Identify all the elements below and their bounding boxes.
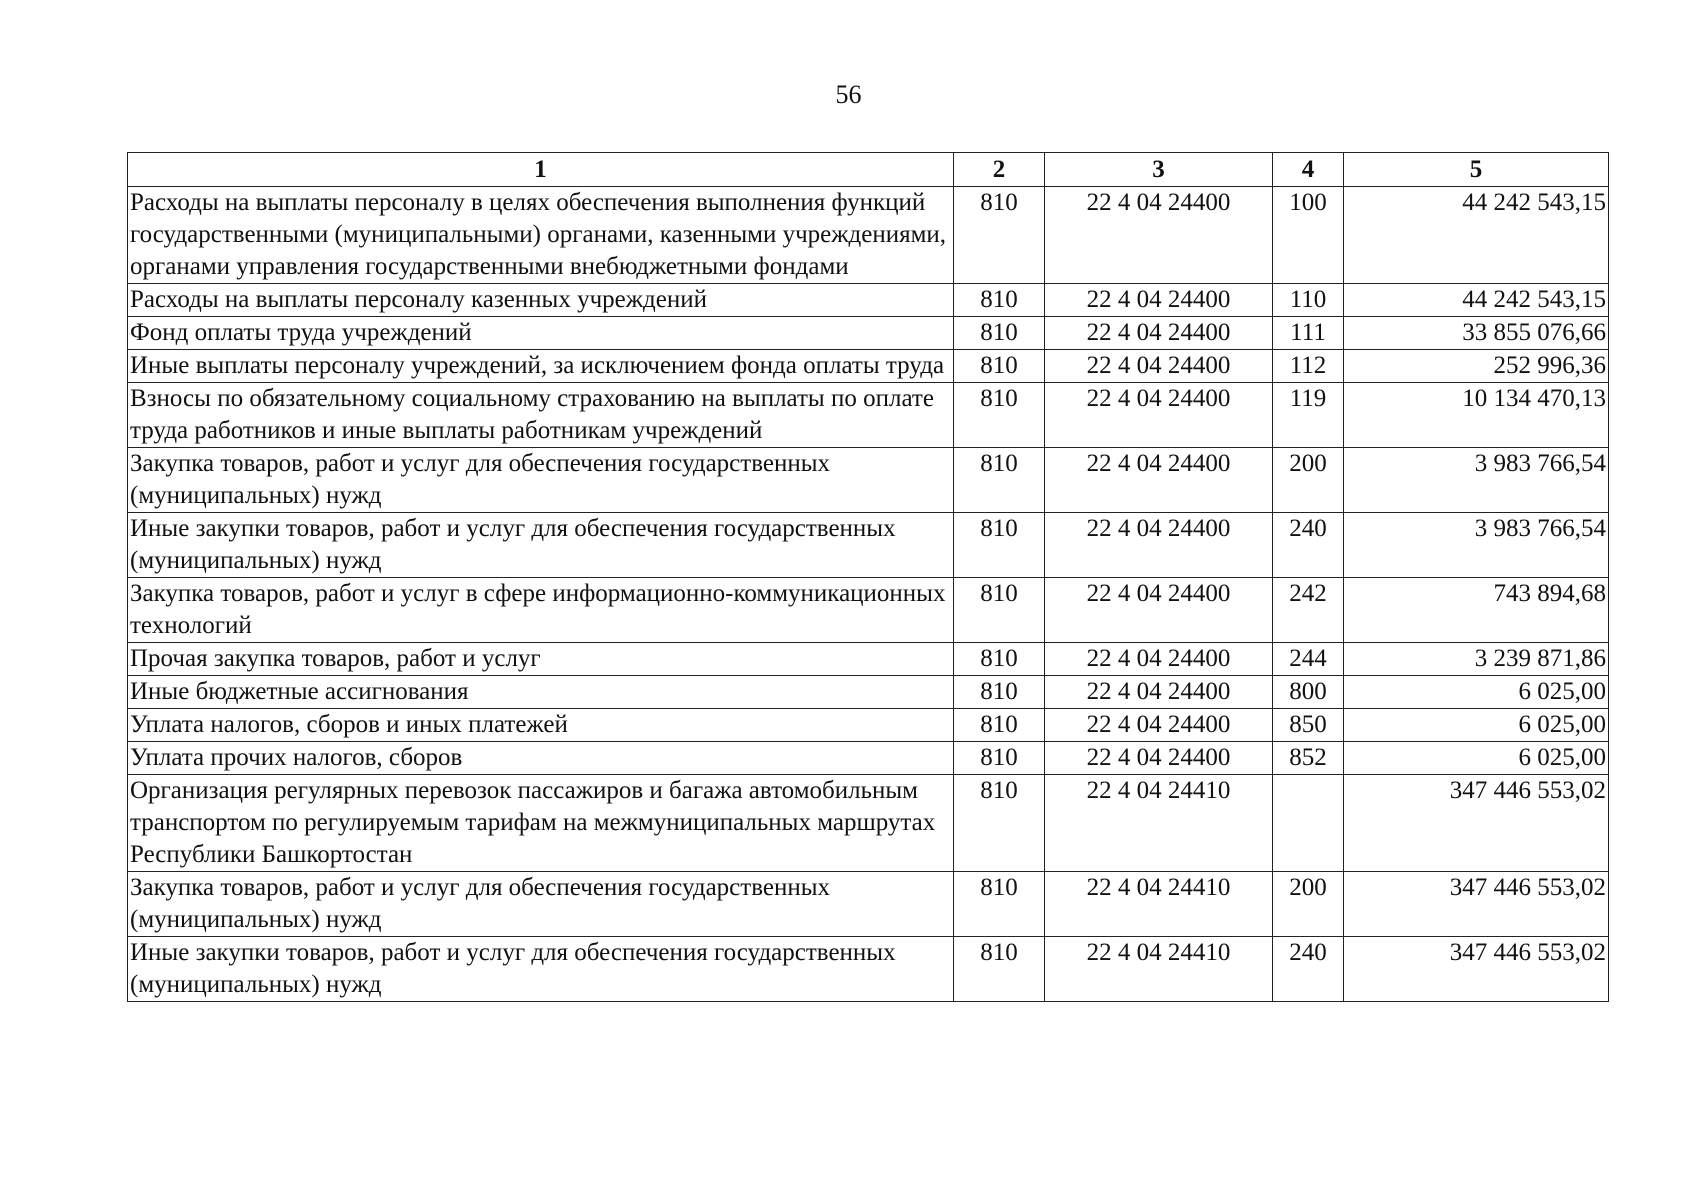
- table-row: [128, 872, 1609, 937]
- amount-cell: 6 025,00: [1344, 709, 1609, 742]
- department-code-cell: 810: [954, 775, 1045, 872]
- expense-name-cell: Иные закупки товаров, работ и услуг для обеспечения государственных (муниципальных) нужд: [128, 513, 954, 578]
- department-code-cell: 810: [954, 284, 1045, 317]
- header-cell: 2: [954, 153, 1045, 187]
- table-row: [128, 284, 1609, 317]
- amount-cell: 3 983 766,54: [1344, 513, 1609, 578]
- table-row: [128, 937, 1609, 1002]
- expense-name-cell: Уплата прочих налогов, сборов: [128, 742, 954, 775]
- target-article-cell: 22 4 04 24410: [1045, 937, 1273, 1002]
- table-row: [128, 775, 1609, 872]
- header-cell: 1: [128, 153, 954, 187]
- table-row: [128, 578, 1609, 643]
- expense-name-cell: Иные выплаты персоналу учреждений, за исключением фонда оплаты труда: [128, 350, 954, 383]
- header-cell: 5: [1344, 153, 1609, 187]
- amount-cell: 44 242 543,15: [1344, 187, 1609, 284]
- expense-name-cell: Прочая закупка товаров, работ и услуг: [128, 643, 954, 676]
- table-row: [128, 709, 1609, 742]
- page-number: 56: [835, 80, 862, 109]
- target-article-cell: 22 4 04 24410: [1045, 872, 1273, 937]
- expense-name-cell: Расходы на выплаты персоналу в целях обеспечения выполнения функций государственными (муниципальными) органами, казенными учреждениями, органами управления государственными внебюджетными фондами: [128, 187, 954, 284]
- expense-name-cell: Иные бюджетные ассигнования: [128, 676, 954, 709]
- target-article-cell: 22 4 04 24400: [1045, 383, 1273, 448]
- expense-name-cell: Расходы на выплаты персоналу казенных учреждений: [128, 284, 954, 317]
- expense-name-cell: Закупка товаров, работ и услуг для обеспечения государственных (муниципальных) нужд: [128, 872, 954, 937]
- target-article-cell: 22 4 04 24400: [1045, 187, 1273, 284]
- expense-type-cell: 100: [1273, 187, 1344, 284]
- target-article-cell: 22 4 04 24400: [1045, 350, 1273, 383]
- target-article-cell: 22 4 04 24400: [1045, 709, 1273, 742]
- target-article-cell: 22 4 04 24400: [1045, 643, 1273, 676]
- expense-name-cell: Закупка товаров, работ и услуг в сфере информационно-коммуникационных технологий: [128, 578, 954, 643]
- expense-type-cell: 852: [1273, 742, 1344, 775]
- header-cell: 4: [1273, 153, 1344, 187]
- amount-cell: 743 894,68: [1344, 578, 1609, 643]
- table-row: [128, 742, 1609, 775]
- expense-type-cell: 111: [1273, 317, 1344, 350]
- table-row: [128, 643, 1609, 676]
- table-row: [128, 383, 1609, 448]
- department-code-cell: 810: [954, 676, 1045, 709]
- table-row: [128, 317, 1609, 350]
- target-article-cell: 22 4 04 24400: [1045, 448, 1273, 513]
- expense-type-cell: 200: [1273, 872, 1344, 937]
- table-row: [128, 350, 1609, 383]
- amount-cell: 347 446 553,02: [1344, 872, 1609, 937]
- expense-type-cell: 200: [1273, 448, 1344, 513]
- target-article-cell: 22 4 04 24400: [1045, 676, 1273, 709]
- expense-type-cell: 240: [1273, 513, 1344, 578]
- amount-cell: 347 446 553,02: [1344, 775, 1609, 872]
- department-code-cell: 810: [954, 709, 1045, 742]
- expense-type-cell: 112: [1273, 350, 1344, 383]
- expense-name-cell: Взносы по обязательному социальному страхованию на выплаты по оплате труда работников и иные выплаты работникам учреждений: [128, 383, 954, 448]
- expense-type-cell: 244: [1273, 643, 1344, 676]
- amount-cell: 33 855 076,66: [1344, 317, 1609, 350]
- target-article-cell: 22 4 04 24410: [1045, 775, 1273, 872]
- expense-type-cell: 242: [1273, 578, 1344, 643]
- amount-cell: 3 239 871,86: [1344, 643, 1609, 676]
- expense-type-cell: 119: [1273, 383, 1344, 448]
- department-code-cell: 810: [954, 937, 1045, 1002]
- expense-type-cell: 800: [1273, 676, 1344, 709]
- department-code-cell: 810: [954, 872, 1045, 937]
- amount-cell: 10 134 470,13: [1344, 383, 1609, 448]
- table-row: [128, 187, 1609, 284]
- department-code-cell: 810: [954, 643, 1045, 676]
- expense-name-cell: Фонд оплаты труда учреждений: [128, 317, 954, 350]
- amount-cell: 3 983 766,54: [1344, 448, 1609, 513]
- expense-name-cell: Иные закупки товаров, работ и услуг для обеспечения государственных (муниципальных) нужд: [128, 937, 954, 1002]
- department-code-cell: 810: [954, 448, 1045, 513]
- department-code-cell: 810: [954, 317, 1045, 350]
- amount-cell: 44 242 543,15: [1344, 284, 1609, 317]
- expense-type-cell: 110: [1273, 284, 1344, 317]
- table-row: [128, 513, 1609, 578]
- amount-cell: 6 025,00: [1344, 742, 1609, 775]
- department-code-cell: 810: [954, 513, 1045, 578]
- expense-type-cell: 850: [1273, 709, 1344, 742]
- department-code-cell: 810: [954, 187, 1045, 284]
- amount-cell: 252 996,36: [1344, 350, 1609, 383]
- expense-name-cell: Закупка товаров, работ и услуг для обеспечения государственных (муниципальных) нужд: [128, 448, 954, 513]
- amount-cell: 6 025,00: [1344, 676, 1609, 709]
- target-article-cell: 22 4 04 24400: [1045, 578, 1273, 643]
- expense-type-cell: [1273, 775, 1344, 872]
- department-code-cell: 810: [954, 742, 1045, 775]
- expense-name-cell: Уплата налогов, сборов и иных платежей: [128, 709, 954, 742]
- header-cell: 3: [1045, 153, 1273, 187]
- target-article-cell: 22 4 04 24400: [1045, 317, 1273, 350]
- table-row: [128, 676, 1609, 709]
- department-code-cell: 810: [954, 383, 1045, 448]
- expense-type-cell: 240: [1273, 937, 1344, 1002]
- target-article-cell: 22 4 04 24400: [1045, 513, 1273, 578]
- table-row: [128, 448, 1609, 513]
- budget-table: [127, 152, 1609, 1002]
- target-article-cell: 22 4 04 24400: [1045, 284, 1273, 317]
- department-code-cell: 810: [954, 578, 1045, 643]
- department-code-cell: 810: [954, 350, 1045, 383]
- target-article-cell: 22 4 04 24400: [1045, 742, 1273, 775]
- header-row: [128, 153, 1609, 187]
- amount-cell: 347 446 553,02: [1344, 937, 1609, 1002]
- expense-name-cell: Организация регулярных перевозок пассажиров и багажа автомобильным транспортом по регулируемым тарифам на межмуниципальных маршрутах Республики Башкортостан: [128, 775, 954, 872]
